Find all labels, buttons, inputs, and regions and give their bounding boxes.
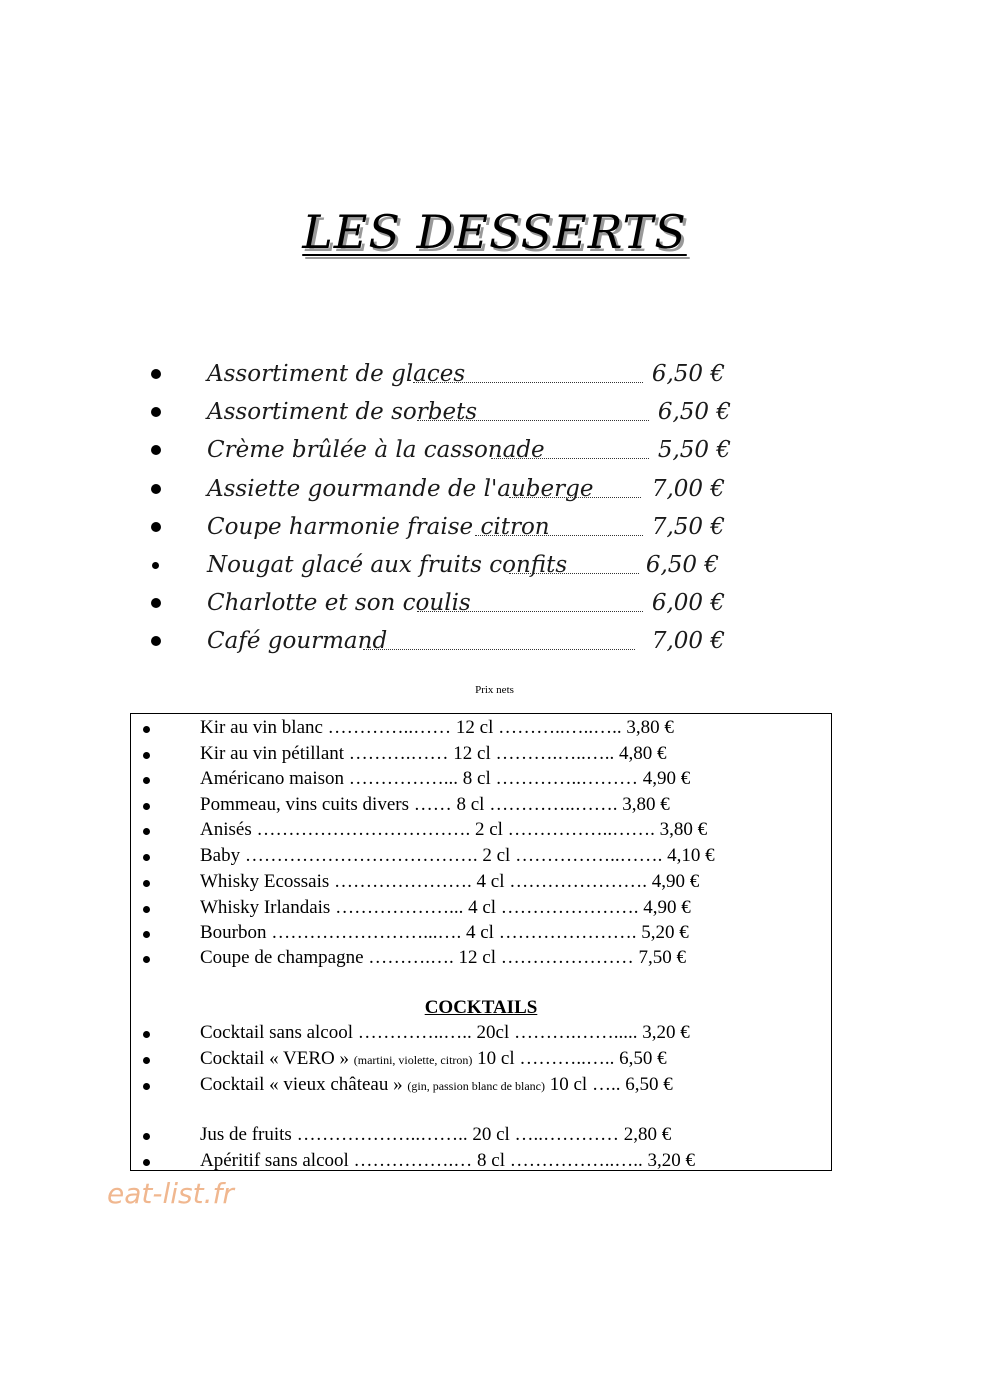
drink-label: Whisky Irlandais ………………... 4 cl …………………. 4,90 € bbox=[200, 897, 691, 918]
drink-label: Américano maison ……………... 8 cl …………..……… 4,90 € bbox=[200, 768, 691, 789]
bullet-icon bbox=[143, 803, 150, 810]
dessert-item bbox=[145, 546, 745, 584]
drink-item bbox=[131, 717, 831, 741]
dessert-price: 7,00 € bbox=[651, 475, 725, 502]
dessert-name: Assortiment de glaces bbox=[207, 361, 466, 388]
bullet-icon bbox=[143, 854, 150, 861]
drink-label: Coupe de champagne ……….…. 12 cl ………………… 7,50 € bbox=[200, 947, 687, 968]
bullet-icon bbox=[152, 562, 159, 569]
cocktail-item bbox=[131, 1048, 831, 1072]
desserts-list bbox=[145, 355, 745, 661]
bullet-icon bbox=[143, 1031, 150, 1038]
drink-label: Kir au vin blanc …………..…… 12 cl ………..…..….. 3,80 € bbox=[200, 717, 674, 738]
dessert-price: 6,50 € bbox=[651, 361, 725, 388]
dessert-price: 6,50 € bbox=[645, 552, 719, 579]
drink-label: Kir au vin pétillant ……….…… 12 cl ……….…..….. 4,80 € bbox=[200, 743, 667, 764]
dessert-name: Café gourmand bbox=[207, 628, 388, 655]
bullet-icon bbox=[143, 931, 150, 938]
dessert-price: 6,50 € bbox=[657, 399, 731, 426]
dessert-price: 7,00 € bbox=[651, 628, 725, 655]
dessert-item bbox=[145, 431, 745, 469]
cocktail-item bbox=[131, 1074, 831, 1098]
prix-nets-note: Prix nets bbox=[475, 684, 514, 696]
dessert-price: 5,50 € bbox=[657, 437, 731, 464]
drink-item bbox=[131, 871, 831, 895]
cocktail-item bbox=[131, 1022, 831, 1046]
drinks-box bbox=[130, 713, 832, 1171]
bullet-icon bbox=[151, 636, 161, 646]
drink-label: Pommeau, vins cuits divers …… 8 cl …………..……. 3,80 € bbox=[200, 794, 670, 815]
drink-item bbox=[131, 897, 831, 921]
dessert-price: 6,00 € bbox=[651, 590, 725, 617]
bullet-icon bbox=[143, 956, 150, 963]
dessert-name: Assortiment de sorbets bbox=[207, 399, 478, 426]
drink-label: Whisky Ecossais …………………. 4 cl …………………. 4,90 € bbox=[200, 871, 700, 892]
drink-label: Jus de fruits ………………..…….. 20 cl …..………… 2,80 € bbox=[200, 1124, 672, 1145]
drink-item bbox=[131, 1150, 831, 1174]
bullet-icon bbox=[143, 1083, 150, 1090]
cocktail-label: Cocktail sans alcool …………..….. 20cl ……….……..... 3,20 € bbox=[200, 1022, 690, 1043]
dessert-item bbox=[145, 355, 745, 393]
dessert-name: Assiette gourmande de l'auberge bbox=[207, 475, 594, 502]
drink-label: Apéritif sans alcool …………….… 8 cl ……………..….. 3,20 € bbox=[200, 1150, 696, 1171]
dessert-name: Nougat glacé aux fruits confits bbox=[207, 552, 568, 579]
dessert-name: Crème brûlée à la cassonade bbox=[207, 437, 545, 464]
page-title: LES DESSERTS bbox=[302, 205, 687, 259]
bullet-icon bbox=[151, 598, 161, 608]
bullet-icon bbox=[143, 752, 150, 759]
drink-item bbox=[131, 947, 831, 971]
cocktail-label: Cocktail « vieux château » (gin, passion blanc de blanc) 10 cl ….. 6,50 € bbox=[200, 1074, 673, 1095]
drink-item bbox=[131, 922, 831, 946]
drink-label: Baby ………………………………. 2 cl ……………..……. 4,10 € bbox=[200, 845, 715, 866]
bullet-icon bbox=[151, 484, 161, 494]
cocktails-heading: COCKTAILS bbox=[424, 997, 538, 1018]
cocktail-label: Cocktail « VERO » (martini, violette, citron) 10 cl ………..….. 6,50 € bbox=[200, 1048, 667, 1069]
dessert-item bbox=[145, 622, 745, 660]
bullet-icon bbox=[143, 906, 150, 913]
bullet-icon bbox=[143, 880, 150, 887]
drink-label: Bourbon ……………………...…. 4 cl …………………. 5,20 € bbox=[200, 922, 689, 943]
drink-item bbox=[131, 845, 831, 869]
bullet-icon bbox=[151, 445, 161, 455]
bullet-icon bbox=[143, 726, 150, 733]
bullet-icon bbox=[143, 828, 150, 835]
dessert-name: Coupe harmonie fraise citron bbox=[207, 513, 550, 540]
bullet-icon bbox=[143, 1133, 150, 1140]
bullet-icon bbox=[151, 522, 161, 532]
drink-item bbox=[131, 743, 831, 767]
drink-item bbox=[131, 794, 831, 818]
bullet-icon bbox=[143, 1159, 150, 1166]
drink-label: Anisés ……………………………. 2 cl ……………..……. 3,80 € bbox=[200, 819, 708, 840]
bullet-icon bbox=[151, 369, 161, 379]
drink-item bbox=[131, 819, 831, 843]
dessert-price: 7,50 € bbox=[651, 513, 725, 540]
bullet-icon bbox=[143, 777, 150, 784]
dessert-item bbox=[145, 508, 745, 546]
dessert-name: Charlotte et son coulis bbox=[207, 590, 471, 617]
bullet-icon bbox=[143, 1057, 150, 1064]
watermark-logo: eat-list.fr bbox=[107, 1177, 234, 1210]
dessert-item bbox=[145, 470, 745, 508]
dessert-item bbox=[145, 393, 745, 431]
dessert-item bbox=[145, 584, 745, 622]
bullet-icon bbox=[151, 407, 161, 417]
drink-item bbox=[131, 768, 831, 792]
drink-item bbox=[131, 1124, 831, 1148]
